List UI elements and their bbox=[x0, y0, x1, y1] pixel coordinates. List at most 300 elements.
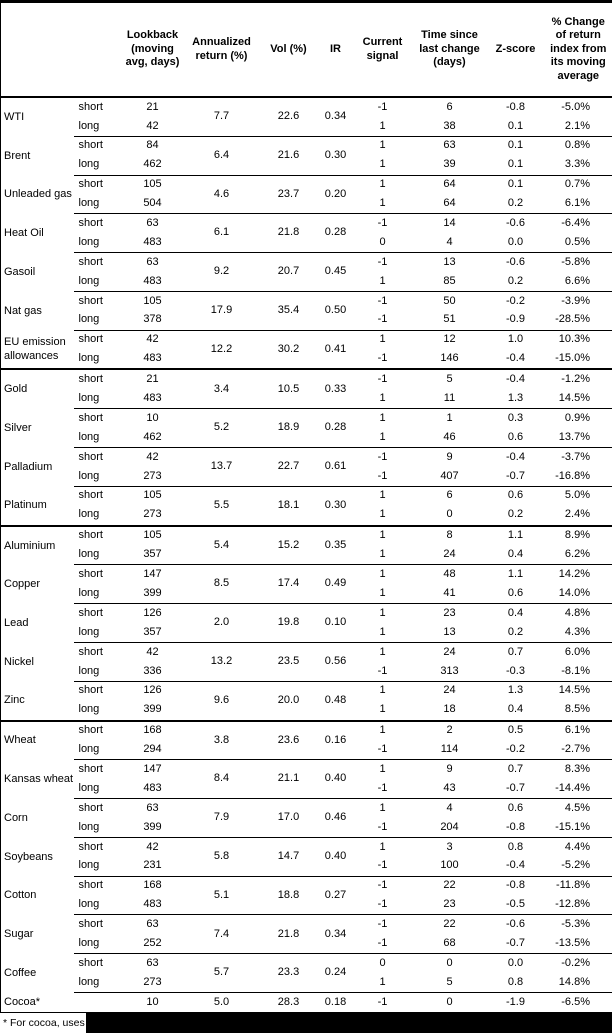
signal-value: -1 bbox=[353, 896, 413, 915]
pct-change-value: 4.3% bbox=[545, 623, 612, 642]
zscore-value: -0.2 bbox=[487, 291, 545, 310]
period-label: short bbox=[74, 136, 121, 155]
zscore-value: 0.8 bbox=[487, 973, 545, 992]
commodity-name: Sugar bbox=[1, 915, 74, 954]
period-label: short bbox=[74, 954, 121, 973]
period-label: short bbox=[74, 214, 121, 233]
ir-value: 0.34 bbox=[319, 915, 353, 954]
commodity-name: Corn bbox=[1, 799, 74, 838]
lookback-value: 10 bbox=[121, 992, 185, 1011]
pct-change-value: -5.8% bbox=[545, 253, 612, 272]
pct-change-value: -2.7% bbox=[545, 740, 612, 759]
pct-change-value: 8.9% bbox=[545, 526, 612, 546]
table-row bbox=[1, 760, 612, 779]
lookback-value: 21 bbox=[121, 97, 185, 117]
signal-value: -1 bbox=[353, 291, 413, 310]
zscore-value: -0.6 bbox=[487, 253, 545, 272]
pct-change-value: -15.1% bbox=[545, 818, 612, 837]
signal-value: -1 bbox=[353, 934, 413, 953]
pct-change-value: 4.8% bbox=[545, 604, 612, 623]
commodity-name: Unleaded gas bbox=[1, 175, 74, 214]
lookback-value: 399 bbox=[121, 584, 185, 603]
vol-value: 10.5 bbox=[259, 369, 319, 408]
zscore-value: -0.8 bbox=[487, 876, 545, 895]
table-row bbox=[1, 681, 612, 700]
pct-change-value: 6.1% bbox=[545, 194, 612, 213]
commodity-name: EU emission allowances bbox=[1, 330, 74, 369]
signal-value: -1 bbox=[353, 311, 413, 330]
ir-value: 0.20 bbox=[319, 175, 353, 214]
commodity-name: Kansas wheat bbox=[1, 760, 74, 799]
header-ir: IR bbox=[319, 2, 353, 98]
period-label: short bbox=[74, 97, 121, 117]
ir-value: 0.56 bbox=[319, 642, 353, 681]
signal-value: 1 bbox=[353, 175, 413, 194]
zscore-value: -0.2 bbox=[487, 740, 545, 759]
annualized-return-value: 9.6 bbox=[185, 681, 259, 720]
pct-change-value: -3.9% bbox=[545, 291, 612, 310]
signal-value: 1 bbox=[353, 194, 413, 213]
pct-change-value: -3.7% bbox=[545, 448, 612, 467]
zscore-value: 0.4 bbox=[487, 604, 545, 623]
time-since-value: 41 bbox=[413, 584, 487, 603]
vol-value: 21.8 bbox=[259, 214, 319, 253]
annualized-return-value: 5.2 bbox=[185, 409, 259, 448]
lookback-value: 63 bbox=[121, 214, 185, 233]
zscore-value: 0.7 bbox=[487, 642, 545, 661]
annualized-return-value: 13.2 bbox=[185, 642, 259, 681]
lookback-value: 504 bbox=[121, 194, 185, 213]
time-since-value: 23 bbox=[413, 896, 487, 915]
ir-value: 0.50 bbox=[319, 291, 353, 330]
lookback-value: 378 bbox=[121, 311, 185, 330]
time-since-value: 3 bbox=[413, 837, 487, 856]
period-label: short bbox=[74, 565, 121, 584]
time-since-value: 9 bbox=[413, 448, 487, 467]
vol-value: 21.8 bbox=[259, 915, 319, 954]
table-row bbox=[1, 330, 612, 349]
time-since-value: 5 bbox=[413, 973, 487, 992]
commodity-name: Silver bbox=[1, 409, 74, 448]
time-since-value: 24 bbox=[413, 642, 487, 661]
annualized-return-value: 7.9 bbox=[185, 799, 259, 838]
commodity-name: WTI bbox=[1, 97, 74, 136]
header-pct-change: % Change of return index from its moving average bbox=[545, 2, 612, 98]
annualized-return-value: 7.7 bbox=[185, 97, 259, 136]
header-zscore: Z-score bbox=[487, 2, 545, 98]
zscore-value: -0.4 bbox=[487, 369, 545, 389]
ir-value: 0.35 bbox=[319, 526, 353, 565]
vol-value: 30.2 bbox=[259, 330, 319, 369]
signal-value: 1 bbox=[353, 156, 413, 175]
lookback-value: 399 bbox=[121, 818, 185, 837]
period-label: short bbox=[74, 681, 121, 700]
signal-value: -1 bbox=[353, 97, 413, 117]
annualized-return-value: 9.2 bbox=[185, 253, 259, 292]
zscore-value: 0.6 bbox=[487, 799, 545, 818]
pct-change-value: -0.2% bbox=[545, 954, 612, 973]
commodity-name: Coffee bbox=[1, 954, 74, 993]
annualized-return-value: 7.4 bbox=[185, 915, 259, 954]
pct-change-value: 5.0% bbox=[545, 486, 612, 505]
vol-value: 20.0 bbox=[259, 681, 319, 720]
signal-value: 1 bbox=[353, 428, 413, 447]
annualized-return-value: 17.9 bbox=[185, 291, 259, 330]
pct-change-value: 6.0% bbox=[545, 642, 612, 661]
vol-value: 23.5 bbox=[259, 642, 319, 681]
zscore-value: -1.9 bbox=[487, 992, 545, 1011]
period-label: short bbox=[74, 760, 121, 779]
table-row bbox=[1, 721, 612, 741]
vol-value: 18.9 bbox=[259, 409, 319, 448]
time-since-value: 204 bbox=[413, 818, 487, 837]
period-label: long bbox=[74, 857, 121, 876]
period-label: long bbox=[74, 194, 121, 213]
header-vol: Vol (%) bbox=[259, 2, 319, 98]
time-since-value: 64 bbox=[413, 194, 487, 213]
annualized-return-value: 6.1 bbox=[185, 214, 259, 253]
table-row bbox=[1, 369, 612, 389]
pct-change-value: -13.5% bbox=[545, 934, 612, 953]
ir-value: 0.40 bbox=[319, 837, 353, 876]
signal-value: 1 bbox=[353, 760, 413, 779]
period-label: long bbox=[74, 701, 121, 721]
zscore-value: 0.2 bbox=[487, 194, 545, 213]
table-row bbox=[1, 799, 612, 818]
pct-change-value: 14.8% bbox=[545, 973, 612, 992]
period-label: short bbox=[74, 876, 121, 895]
zscore-value: 1.3 bbox=[487, 681, 545, 700]
lookback-value: 483 bbox=[121, 233, 185, 252]
time-since-value: 14 bbox=[413, 214, 487, 233]
zscore-value: 1.0 bbox=[487, 330, 545, 349]
lookback-value: 462 bbox=[121, 156, 185, 175]
lookback-value: 21 bbox=[121, 369, 185, 389]
lookback-value: 105 bbox=[121, 486, 185, 505]
lookback-value: 42 bbox=[121, 642, 185, 661]
annualized-return-value: 13.7 bbox=[185, 448, 259, 487]
commodity-name: Gold bbox=[1, 369, 74, 408]
ir-value: 0.10 bbox=[319, 604, 353, 643]
vol-value: 35.4 bbox=[259, 291, 319, 330]
lookback-value: 483 bbox=[121, 779, 185, 798]
pct-change-value: 4.4% bbox=[545, 837, 612, 856]
signal-value: 1 bbox=[353, 799, 413, 818]
time-since-value: 407 bbox=[413, 467, 487, 486]
table-row bbox=[1, 526, 612, 546]
time-since-value: 22 bbox=[413, 915, 487, 934]
table-row bbox=[1, 642, 612, 661]
period-label: long bbox=[74, 779, 121, 798]
table-row bbox=[1, 291, 612, 310]
annualized-return-value: 2.0 bbox=[185, 604, 259, 643]
annualized-return-value: 5.5 bbox=[185, 486, 259, 525]
period-label: long bbox=[74, 818, 121, 837]
table-row bbox=[1, 954, 612, 973]
signal-value: 1 bbox=[353, 623, 413, 642]
zscore-value: 0.2 bbox=[487, 272, 545, 291]
period-label: long bbox=[74, 584, 121, 603]
time-since-value: 23 bbox=[413, 604, 487, 623]
lookback-value: 168 bbox=[121, 876, 185, 895]
annualized-return-value: 3.4 bbox=[185, 369, 259, 408]
table-row bbox=[1, 915, 612, 934]
header-row bbox=[1, 2, 612, 98]
pct-change-value: 10.3% bbox=[545, 330, 612, 349]
period-label: short bbox=[74, 291, 121, 310]
signal-value: 1 bbox=[353, 565, 413, 584]
zscore-value: -0.5 bbox=[487, 896, 545, 915]
ir-value: 0.34 bbox=[319, 97, 353, 136]
zscore-value: -0.7 bbox=[487, 467, 545, 486]
pct-change-value: 8.5% bbox=[545, 701, 612, 721]
pct-change-value: 3.3% bbox=[545, 156, 612, 175]
time-since-value: 0 bbox=[413, 954, 487, 973]
lookback-value: 483 bbox=[121, 272, 185, 291]
time-since-value: 5 bbox=[413, 369, 487, 389]
lookback-value: 231 bbox=[121, 857, 185, 876]
lookback-value: 273 bbox=[121, 973, 185, 992]
period-label: long bbox=[74, 467, 121, 486]
signal-value: 1 bbox=[353, 389, 413, 408]
signal-value: -1 bbox=[353, 915, 413, 934]
table-row bbox=[1, 409, 612, 428]
pct-change-value: -11.8% bbox=[545, 876, 612, 895]
time-since-value: 4 bbox=[413, 233, 487, 252]
time-since-value: 18 bbox=[413, 701, 487, 721]
pct-change-value: -28.5% bbox=[545, 311, 612, 330]
lookback-value: 483 bbox=[121, 350, 185, 370]
time-since-value: 38 bbox=[413, 117, 487, 136]
vol-value: 18.1 bbox=[259, 486, 319, 525]
zscore-value: 0.6 bbox=[487, 428, 545, 447]
zscore-value: -0.8 bbox=[487, 818, 545, 837]
time-since-value: 64 bbox=[413, 175, 487, 194]
signal-value: 1 bbox=[353, 642, 413, 661]
lookback-value: 42 bbox=[121, 330, 185, 349]
lookback-value: 105 bbox=[121, 526, 185, 546]
commodity-name: Zinc bbox=[1, 681, 74, 720]
commodity-name: Gasoil bbox=[1, 253, 74, 292]
commodity-name: Copper bbox=[1, 565, 74, 604]
commodity-name: Nickel bbox=[1, 642, 74, 681]
zscore-value: -0.6 bbox=[487, 915, 545, 934]
signal-value: 1 bbox=[353, 330, 413, 349]
pct-change-value: 6.6% bbox=[545, 272, 612, 291]
annualized-return-value: 4.6 bbox=[185, 175, 259, 214]
ir-value: 0.46 bbox=[319, 799, 353, 838]
lookback-value: 63 bbox=[121, 253, 185, 272]
time-since-value: 46 bbox=[413, 428, 487, 447]
header-annualized-return: Annualized return (%) bbox=[185, 2, 259, 98]
header-time-since-change: Time since last change (days) bbox=[413, 2, 487, 98]
signal-value: -1 bbox=[353, 740, 413, 759]
annualized-return-value: 8.5 bbox=[185, 565, 259, 604]
ir-value: 0.41 bbox=[319, 330, 353, 369]
signal-value: -1 bbox=[353, 253, 413, 272]
signal-value: 1 bbox=[353, 506, 413, 526]
header-current-signal: Current signal bbox=[353, 2, 413, 98]
annualized-return-value: 5.0 bbox=[185, 992, 259, 1011]
table-row bbox=[1, 486, 612, 505]
signal-value: 1 bbox=[353, 409, 413, 428]
time-since-value: 12 bbox=[413, 330, 487, 349]
table-row bbox=[1, 175, 612, 194]
annualized-return-value: 3.8 bbox=[185, 721, 259, 760]
zscore-value: -0.3 bbox=[487, 662, 545, 681]
pct-change-value: -5.2% bbox=[545, 857, 612, 876]
lookback-value: 84 bbox=[121, 136, 185, 155]
table-row bbox=[1, 876, 612, 895]
lookback-value: 42 bbox=[121, 448, 185, 467]
vol-value: 22.6 bbox=[259, 97, 319, 136]
lookback-value: 126 bbox=[121, 681, 185, 700]
commodity-name: Aluminium bbox=[1, 526, 74, 565]
signal-value: 1 bbox=[353, 721, 413, 741]
pct-change-value: 0.7% bbox=[545, 175, 612, 194]
zscore-value: -0.7 bbox=[487, 779, 545, 798]
lookback-value: 273 bbox=[121, 506, 185, 526]
pct-change-value: 6.1% bbox=[545, 721, 612, 741]
zscore-value: 1.3 bbox=[487, 389, 545, 408]
period-label: long bbox=[74, 973, 121, 992]
commodity-name: Wheat bbox=[1, 721, 74, 760]
vol-value: 20.7 bbox=[259, 253, 319, 292]
signal-value: -1 bbox=[353, 779, 413, 798]
table-row bbox=[1, 837, 612, 856]
commodity-name: Nat gas bbox=[1, 291, 74, 330]
vol-value: 14.7 bbox=[259, 837, 319, 876]
annualized-return-value: 5.7 bbox=[185, 954, 259, 993]
lookback-value: 168 bbox=[121, 721, 185, 741]
period-label: long bbox=[74, 389, 121, 408]
zscore-value: 1.1 bbox=[487, 565, 545, 584]
period-label: short bbox=[74, 369, 121, 389]
ir-value: 0.24 bbox=[319, 954, 353, 993]
pct-change-value: -8.1% bbox=[545, 662, 612, 681]
period-label: short bbox=[74, 448, 121, 467]
ir-value: 0.40 bbox=[319, 760, 353, 799]
table-row bbox=[1, 214, 612, 233]
signal-value: 0 bbox=[353, 954, 413, 973]
vol-value: 19.8 bbox=[259, 604, 319, 643]
vol-value: 22.7 bbox=[259, 448, 319, 487]
zscore-value: 0.5 bbox=[487, 721, 545, 741]
redacted-footnote-bar bbox=[0, 1012, 612, 1033]
commodity-name: Brent bbox=[1, 136, 74, 175]
signal-value: -1 bbox=[353, 350, 413, 370]
time-since-value: 4 bbox=[413, 799, 487, 818]
signal-value: -1 bbox=[353, 369, 413, 389]
zscore-value: -0.8 bbox=[487, 97, 545, 117]
vol-value: 23.3 bbox=[259, 954, 319, 993]
period-label: long bbox=[74, 156, 121, 175]
signal-value: -1 bbox=[353, 876, 413, 895]
annualized-return-value: 5.1 bbox=[185, 876, 259, 915]
ir-value: 0.18 bbox=[319, 992, 353, 1011]
header-period bbox=[74, 2, 121, 98]
pct-change-value: -12.8% bbox=[545, 896, 612, 915]
annualized-return-value: 8.4 bbox=[185, 760, 259, 799]
header-lookback: Lookback (moving avg, days) bbox=[121, 2, 185, 98]
zscore-value: 0.1 bbox=[487, 175, 545, 194]
period-label: long bbox=[74, 117, 121, 136]
ir-value: 0.49 bbox=[319, 565, 353, 604]
period-label: long bbox=[74, 545, 121, 564]
annualized-return-value: 5.8 bbox=[185, 837, 259, 876]
pct-change-value: 4.5% bbox=[545, 799, 612, 818]
pct-change-value: 13.7% bbox=[545, 428, 612, 447]
time-since-value: 48 bbox=[413, 565, 487, 584]
vol-value: 18.8 bbox=[259, 876, 319, 915]
time-since-value: 24 bbox=[413, 545, 487, 564]
signal-value: -1 bbox=[353, 662, 413, 681]
ir-value: 0.28 bbox=[319, 214, 353, 253]
signal-value: -1 bbox=[353, 448, 413, 467]
lookback-value: 105 bbox=[121, 291, 185, 310]
period-label: long bbox=[74, 896, 121, 915]
period-label: short bbox=[74, 721, 121, 741]
zscore-value: 0.6 bbox=[487, 486, 545, 505]
ir-value: 0.16 bbox=[319, 721, 353, 760]
commodity-name: Platinum bbox=[1, 486, 74, 525]
table-row bbox=[1, 992, 612, 1011]
vol-value: 17.4 bbox=[259, 565, 319, 604]
pct-change-value: 14.2% bbox=[545, 565, 612, 584]
commodity-name: Cocoa* bbox=[1, 992, 74, 1011]
time-since-value: 6 bbox=[413, 486, 487, 505]
period-label: long bbox=[74, 233, 121, 252]
pct-change-value: -16.8% bbox=[545, 467, 612, 486]
signal-value: 1 bbox=[353, 681, 413, 700]
table-header bbox=[1, 2, 612, 98]
time-since-value: 100 bbox=[413, 857, 487, 876]
vol-value: 23.6 bbox=[259, 721, 319, 760]
pct-change-value: 0.9% bbox=[545, 409, 612, 428]
period-label: short bbox=[74, 175, 121, 194]
zscore-value: 0.1 bbox=[487, 117, 545, 136]
ir-value: 0.48 bbox=[319, 681, 353, 720]
vol-value: 15.2 bbox=[259, 526, 319, 565]
period-label: short bbox=[74, 604, 121, 623]
vol-value: 23.7 bbox=[259, 175, 319, 214]
zscore-value: 0.2 bbox=[487, 506, 545, 526]
period-label: long bbox=[74, 311, 121, 330]
signal-value: -1 bbox=[353, 818, 413, 837]
pct-change-value: 0.8% bbox=[545, 136, 612, 155]
table-row bbox=[1, 253, 612, 272]
period-label: short bbox=[74, 486, 121, 505]
ir-value: 0.30 bbox=[319, 486, 353, 525]
period-label: short bbox=[74, 799, 121, 818]
time-since-value: 313 bbox=[413, 662, 487, 681]
period-label: long bbox=[74, 506, 121, 526]
zscore-value: -0.6 bbox=[487, 214, 545, 233]
signal-value: 1 bbox=[353, 526, 413, 546]
annualized-return-value: 5.4 bbox=[185, 526, 259, 565]
signal-value: -1 bbox=[353, 467, 413, 486]
pct-change-value: 2.4% bbox=[545, 506, 612, 526]
signal-value: 1 bbox=[353, 604, 413, 623]
lookback-value: 399 bbox=[121, 701, 185, 721]
time-since-value: 43 bbox=[413, 779, 487, 798]
period-label: short bbox=[74, 915, 121, 934]
signal-value: 1 bbox=[353, 545, 413, 564]
signal-value: 1 bbox=[353, 486, 413, 505]
time-since-value: 6 bbox=[413, 97, 487, 117]
table-row bbox=[1, 136, 612, 155]
pct-change-value: 14.5% bbox=[545, 681, 612, 700]
